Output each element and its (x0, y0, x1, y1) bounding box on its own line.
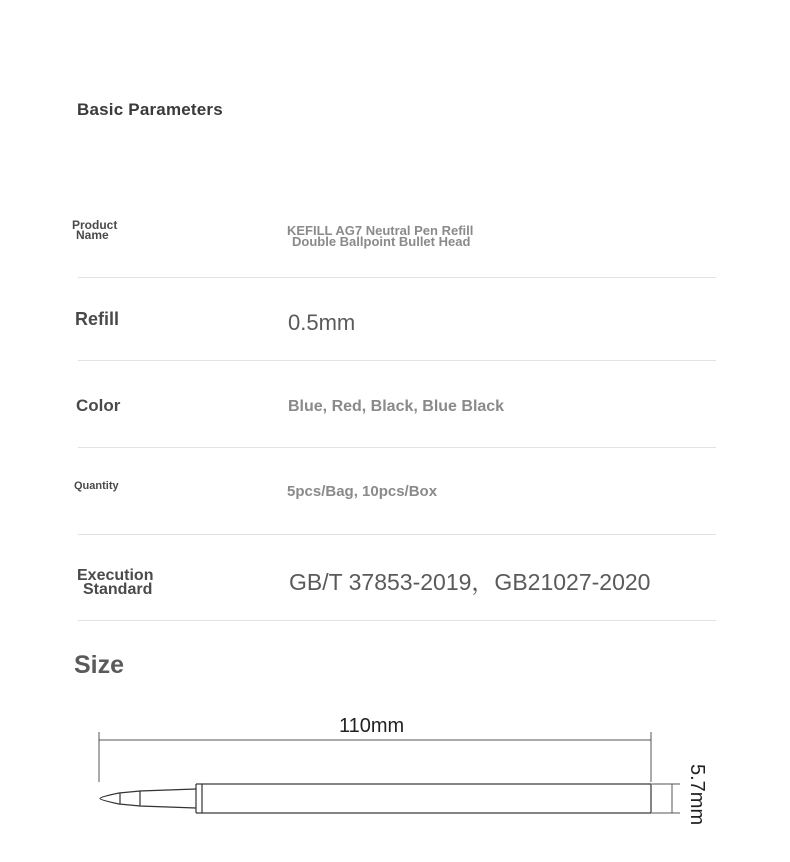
label-execution-standard-line1: Execution (77, 567, 154, 584)
refill-tube (202, 784, 651, 813)
label-product-name-line1: Product (72, 218, 118, 232)
value-product-name-line1: KEFILL AG7 Neutral Pen Refill (287, 223, 474, 238)
row-divider (78, 534, 716, 535)
label-quantity: Quantity (74, 480, 119, 492)
value-product-name-line2: Double Ballpoint Bullet Head (292, 234, 471, 249)
label-product-name (72, 220, 117, 240)
row-divider (78, 360, 716, 361)
row-divider (78, 620, 716, 621)
value-product-name (287, 225, 473, 247)
value-color: Blue, Red, Black, Blue Black (288, 398, 505, 415)
label-execution-standard-line2: Standard (83, 581, 153, 598)
label-product-name-line2: Name (76, 228, 109, 242)
section-title-basic-parameters: Basic Parameters (77, 100, 223, 119)
section-title-size: Size (74, 651, 125, 679)
value-refill: 0.5mm (288, 310, 356, 335)
length-label: 110mm (339, 715, 405, 737)
refill-neck (140, 789, 196, 808)
row-divider (78, 277, 716, 278)
value-quantity: 5pcs/Bag, 10pcs/Box (287, 483, 438, 500)
label-execution-standard (77, 569, 153, 597)
value-execution-standard: GB/T 37853-2019，GB21027-2020 (289, 569, 651, 595)
label-refill: Refill (75, 309, 120, 329)
diameter-label: 5.7mm (686, 764, 708, 826)
label-color: Color (76, 396, 121, 415)
row-divider (78, 447, 716, 448)
refill-outline (100, 784, 651, 813)
